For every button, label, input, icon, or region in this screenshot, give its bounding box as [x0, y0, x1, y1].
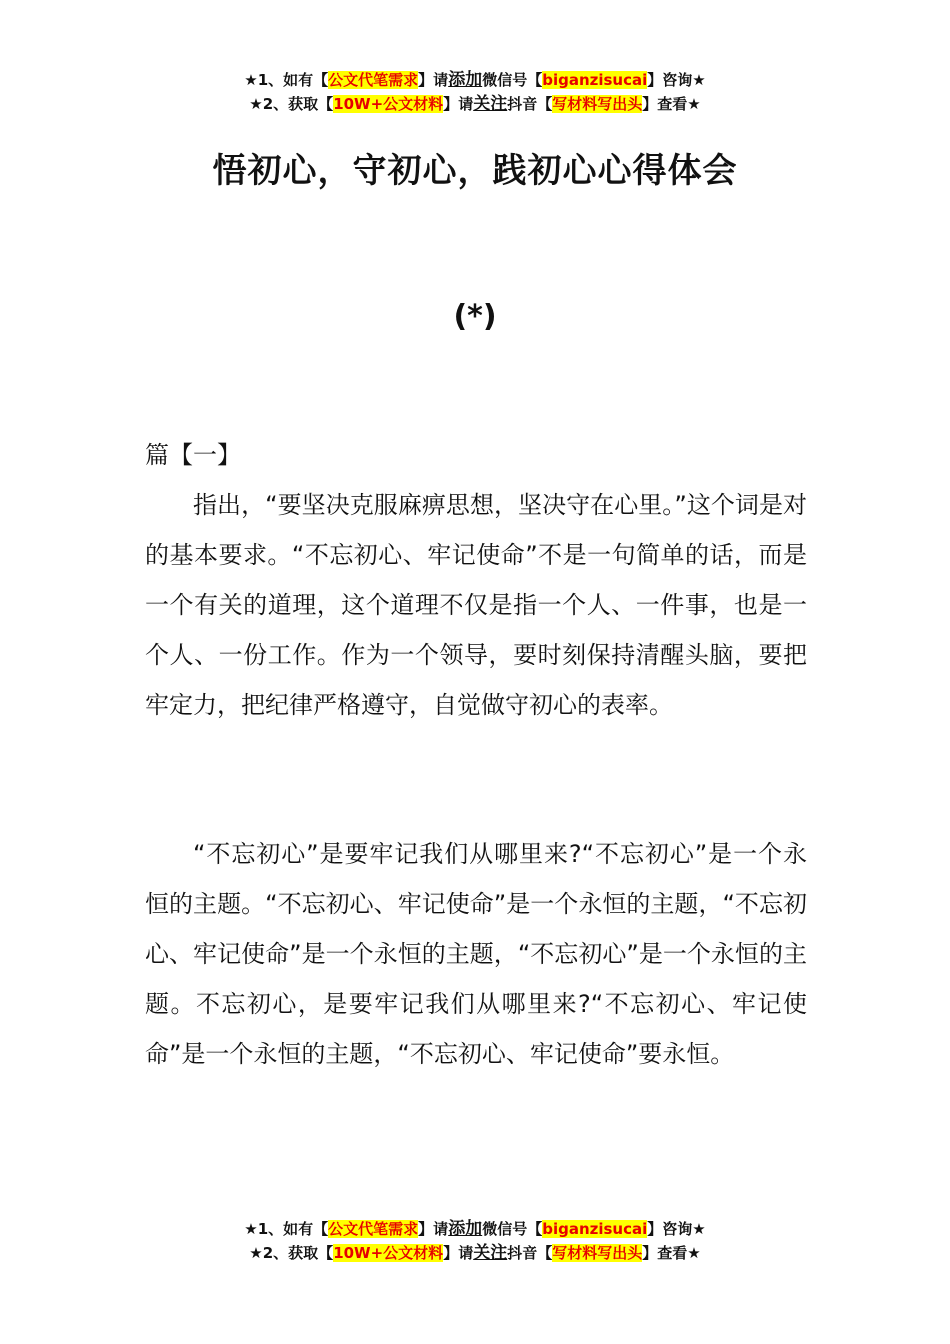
body-paragraph: 指出，“要坚决克服麻痹思想，坚决守在心里。”这个词是对的基本要求。“不忘初心、牢记使命”不是一句简单的话，而是一个有关的道理，这个道理不仅是指一个人、一件事，也是一个人、一份工作。作为一个领导，要时刻保持清醒头脑，要把牢定力，把纪律严格遵守，自觉做守初心的表率。 [145, 491, 807, 719]
header-banner [0, 68, 950, 116]
banner-text: ★2、获取【 [249, 95, 334, 113]
banner-text: 】请 [418, 71, 449, 89]
banner-text: 】请 [443, 95, 474, 113]
banner-highlight: biganzisucai [542, 71, 648, 89]
document-subtitle: (*) [453, 299, 497, 334]
body-paragraph: “不忘初心”是要牢记我们从哪里来?“不忘初心”是一个永恒的主题。“不忘初心、牢记使命”是一个永恒的主题，“不忘初心、牢记使命”是一个永恒的主题，“不忘初心”是一个永恒的主题。不忘初心，是要牢记我们从哪里来?“不忘初心、牢记使命”是一个永恒的主题，“不忘初心、牢记使命”要永恒。 [145, 840, 807, 1068]
banner-emphasis: 添加 [448, 70, 483, 90]
banner-text: 】查看★ [642, 95, 701, 113]
banner-text: 抖音【 [507, 95, 553, 113]
banner-highlight: biganzisucai [542, 1220, 648, 1238]
banner-text: 】咨询★ [647, 1220, 706, 1238]
banner-highlight: 写材料写出头 [552, 95, 643, 113]
banner-emphasis: 关注 [473, 94, 508, 114]
banner-text: ★2、获取【 [249, 1244, 334, 1262]
banner-text: 】咨询★ [647, 71, 706, 89]
banner-text: 】请 [443, 1244, 474, 1262]
banner-line-2 [0, 1241, 950, 1265]
banner-line-1 [0, 68, 950, 92]
footer-banner [0, 1217, 950, 1265]
banner-highlight: 写材料写出头 [552, 1244, 643, 1262]
banner-highlight: 公文代笔需求 [328, 1220, 419, 1238]
banner-emphasis: 关注 [473, 1243, 508, 1263]
banner-highlight: 公文代笔需求 [328, 71, 419, 89]
banner-line-2 [0, 92, 950, 116]
banner-text: 】请 [418, 1220, 449, 1238]
section-heading: 篇【一】 [145, 441, 241, 469]
banner-text: 微信号【 [482, 1220, 543, 1238]
banner-text: 抖音【 [507, 1244, 553, 1262]
banner-highlight: 10W+公文材料 [333, 1244, 444, 1262]
banner-line-1 [0, 1217, 950, 1241]
banner-emphasis: 添加 [448, 1219, 483, 1239]
banner-text: ★1、如有【 [244, 71, 329, 89]
banner-highlight: 10W+公文材料 [333, 95, 444, 113]
banner-text: ★1、如有【 [244, 1220, 329, 1238]
banner-text: 微信号【 [482, 71, 543, 89]
banner-text: 】查看★ [642, 1244, 701, 1262]
document-title: 悟初心，守初心，践初心心得体会 [212, 151, 738, 191]
